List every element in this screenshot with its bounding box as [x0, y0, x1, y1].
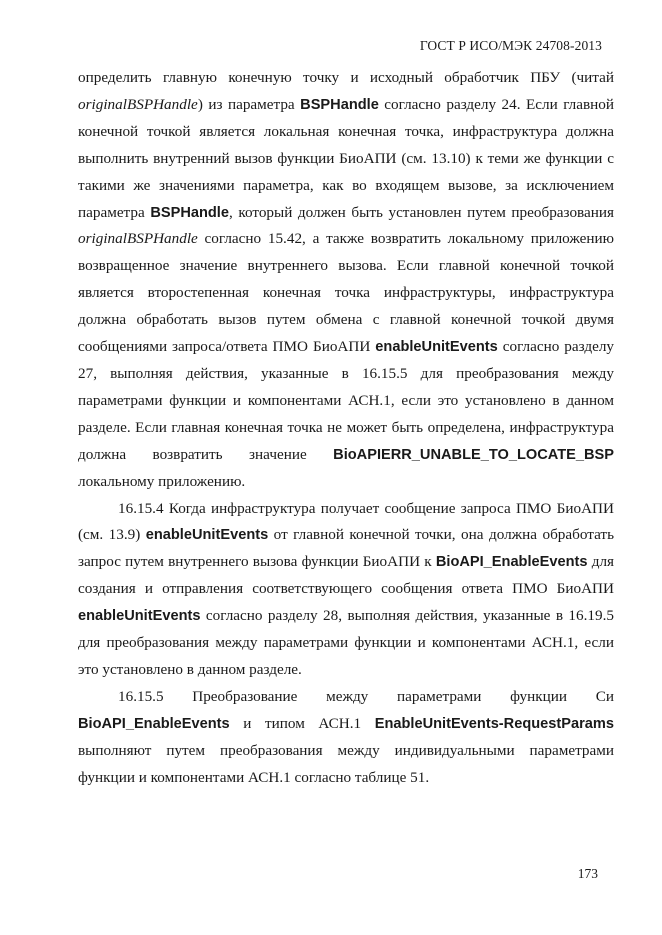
text-run: 16.15.4 Когда инфраструктура получает сообщение запроса ПМО БиоАПИ (см. 13.9): [78, 499, 614, 544]
code-identifier: BioAPI_EnableEvents: [435, 554, 588, 571]
text-run: согласно разделу 28, выполняя действия, указанные в 16.19.5 для преобразования между параметрами функции и компонентами АСН.1, если это установлено в данном разделе.: [78, 607, 614, 678]
text-run: 16.15.5 Преобразование между параметрами функции Си: [118, 687, 614, 705]
code-identifier: BioAPIERR_UNABLE_TO_LOCATE_BSP: [333, 446, 614, 463]
text-run: , который должен быть установлен путем преобразования: [228, 203, 614, 221]
text-run: определить главную конечную точку и исходный обработчик ПБУ (читай: [78, 69, 614, 86]
code-identifier: EnableUnitEvents-RequestParams: [374, 715, 614, 732]
text-run: от главной конечной точки, она должна обработать запрос путем внутреннего вызова функции БиоАПИ к: [78, 526, 614, 571]
page-number: 173: [577, 866, 598, 881]
code-identifier: enableUnitEvents: [375, 339, 498, 356]
text-run: локальному приложению.: [78, 472, 246, 490]
text-run: и типом АСН.1: [229, 714, 375, 732]
paragraph-16-15-5: [78, 684, 614, 792]
text-run: ) из параметра: [197, 95, 301, 113]
italic-identifier: originalBSPHandle: [78, 230, 198, 248]
code-identifier: BioAPI_EnableEvents: [78, 715, 230, 732]
text-run: согласно 15.42, а также возвратить локальному приложению возвращенное значение внутреннего вызова. Если главной конечной точкой является второстепенная конечная точка инфраструктуры, инфраструктура должна обработать вызов путем обмена с главной конечной точкой двумя сообщениями запроса/ответа ПМО БиоАПИ: [78, 230, 614, 356]
text-run: для создания и отправления соответствующего сообщения ответа ПМО БиоАПИ: [78, 553, 615, 598]
code-identifier: enableUnitEvents: [145, 527, 269, 544]
text-run: согласно разделу 24. Если главной конечной точкой является локальная конечная точка, инфраструктура должна выполнить внутренний вызов функции БиоАПИ (см. 13.10) к теми же функции с такими же значениями параметра, как во входящем вызове, за исключением параметра: [78, 95, 615, 221]
text-run: выполняют путем преобразования между индивидуальными параметрами функции и компонентами АСН.1 согласно таблице 51.: [78, 741, 614, 786]
document-header: ГОСТ Р ИСО/МЭК 24708-2013: [419, 38, 602, 53]
code-identifier: BSPHandle: [150, 204, 229, 221]
code-identifier: enableUnitEvents: [78, 608, 201, 625]
code-identifier: BSPHandle: [300, 96, 379, 113]
paragraph-16-15-4: [78, 496, 614, 684]
paragraph-continuation: [78, 65, 614, 496]
italic-identifier: originalBSPHandle: [78, 95, 198, 113]
document-body: [78, 65, 614, 791]
text-run: согласно разделу 27, выполняя действия, указанные в 16.15.5 для преобразования между параметрами функции и компонентами АСН.1, если это установлено в данном разделе. Если главная конечная точка не может быть определена, инфраструктура должна возвратить значение: [78, 338, 614, 463]
